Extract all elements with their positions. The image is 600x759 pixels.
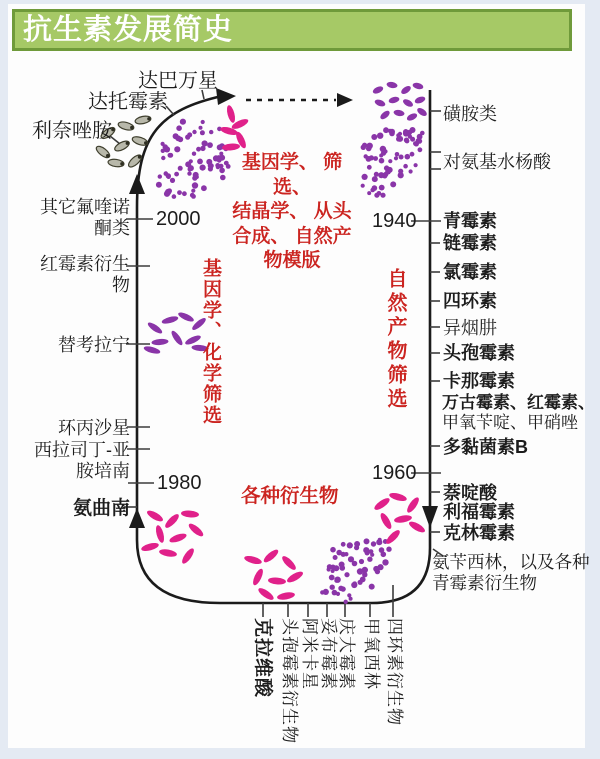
bacteria-cocci-dot (379, 185, 385, 191)
bacteria-cocci-dot (334, 577, 340, 583)
bacteria-cocci-dot (395, 152, 400, 157)
bacteria-cocci-dot (161, 156, 165, 160)
annotation-top-methods (230, 151, 354, 274)
bacteria-cocci-dot (413, 141, 418, 146)
bacteria-cocci-dot (339, 562, 345, 568)
bacteria-cocci-dot (207, 142, 213, 148)
annotation-left-methods: 基因学、化学筛选 (200, 258, 221, 426)
bacteria-cocci-dot (382, 559, 388, 565)
bacteria-cocci-dot (372, 176, 378, 182)
bacteria-rod (408, 520, 427, 535)
bacteria-rod (159, 548, 178, 558)
label-clavulanic-acid: 克拉维酸 (252, 618, 273, 699)
bacteria-rod (400, 84, 412, 95)
bacteria-cocci-dot (191, 194, 196, 199)
label-teicoplanin: 替考拉宁 (58, 335, 130, 355)
bacteria-rod (379, 512, 394, 531)
bacteria-cocci-dot (383, 149, 387, 153)
label-chloramphenicol: 氯霉素 (443, 262, 497, 282)
bacteria-rod (373, 496, 392, 512)
bacteria-cocci-dot (178, 166, 183, 171)
bacteria-cocci-dot (192, 182, 198, 188)
label-linezolid: 利奈唑胺 (32, 120, 112, 142)
label-streptomycin: 链霉素 (443, 233, 497, 253)
bacteria-spore-tip (144, 141, 147, 144)
bacteria-cocci-dot (176, 125, 182, 131)
flow-arrow-right-down-icon (422, 506, 438, 528)
bacteria-cocci-dot (377, 133, 383, 139)
label-ampicillin-derivatives-note: 氨苄西林，以及各种青霉素衍生物 (432, 552, 590, 593)
bacteria-rod (280, 554, 298, 572)
bacteria-cocci-dot (405, 139, 410, 144)
bacteria-rod (143, 345, 161, 355)
bacteria-cocci-dot (369, 549, 374, 554)
year-1940: 1940 (372, 210, 417, 232)
bacteria-cocci-dot (199, 126, 203, 130)
bacteria-cocci-dot (366, 156, 372, 162)
bacteria-cocci-dot (195, 175, 199, 179)
bacteria-cocci-dot (364, 538, 370, 544)
bacteria-cocci-dot (388, 129, 392, 133)
label-amikacin: 阿米卡星 (300, 618, 319, 690)
flow-arrow-left-up2-icon (129, 508, 145, 528)
bacteria-cocci-dot (202, 140, 208, 146)
bacteria-cocci-dot (361, 184, 365, 188)
annotation-right-methods: 自然产物筛选 (384, 268, 406, 412)
label-tetracycline-derivatives: 四环素衍生物 (385, 618, 404, 726)
label-kanamycin: 卡那霉素 (443, 371, 515, 391)
page-header (12, 9, 572, 51)
bacteria-cocci-dot (380, 193, 385, 198)
bacteria-cocci-dot (377, 564, 383, 570)
bacteria-rod (243, 554, 262, 565)
bacteria-rod (168, 532, 187, 545)
label-nalidixic-acid: 萘啶酸 (443, 483, 497, 503)
bacteria-rod (414, 95, 426, 104)
bacteria-cocci-dot (359, 559, 364, 564)
bacteria-cocci-dot (398, 172, 404, 178)
bacteria-cocci-dot (410, 152, 415, 157)
bacteria-cocci-dot (399, 155, 404, 160)
bacteria-cocci-dot (374, 172, 379, 177)
annotation-top-methods-line4: 物模版 (263, 250, 321, 271)
bacteria-cocci-dot (168, 153, 173, 158)
bacteria-cocci-dot (180, 119, 186, 125)
bacteria-rod (146, 509, 165, 524)
bacteria-cocci-dot (201, 185, 207, 191)
bacteria-cocci-dot (367, 557, 372, 562)
bacteria-cocci-dot (187, 171, 191, 175)
label-isoniazid: 异烟肼 (443, 318, 497, 338)
bacteria-rod (388, 96, 400, 105)
bacteria-cocci-dot (336, 592, 340, 596)
label-sulfonamides: 磺胺类 (443, 104, 497, 124)
bacteria-rod (262, 548, 280, 565)
page-title: 抗生素发展简史 (23, 14, 234, 46)
bacteria-cocci-dot (362, 572, 367, 577)
bacteria-rod (257, 586, 276, 602)
bacteria-cocci-dot (197, 159, 203, 165)
bacteria-cocci-dot (333, 565, 339, 571)
bacteria-rod (286, 570, 305, 585)
bacteria-cocci-dot (352, 561, 358, 567)
bacteria-cocci-dot (388, 159, 392, 163)
bacteria-rod (161, 315, 179, 325)
bacteria-rod (374, 98, 386, 107)
bacteria-cocci-dot (394, 156, 398, 160)
bacteria-cocci-dot (385, 169, 391, 175)
bacteria-cocci-dot (410, 137, 415, 142)
label-gentamicin: 庆大霉素 (337, 618, 356, 690)
label-cephalosporin: 头孢霉素 (443, 343, 515, 363)
bacteria-cocci-dot (327, 564, 332, 569)
bacteria-rod (146, 321, 163, 336)
bacteria-rod (225, 104, 236, 123)
bacteria-cocci-dot (409, 169, 413, 173)
bacteria-cocci-dot (417, 134, 423, 140)
bacteria-cocci-dot (187, 132, 192, 137)
label-vancomycin-erythromycin: 万古霉素、红霉素、 (442, 393, 595, 412)
bacteria-rod (379, 109, 391, 121)
bacteria-cocci-dot (200, 130, 205, 135)
bacteria-cocci-dot (354, 541, 360, 547)
bacteria-rod (268, 577, 287, 585)
label-ciprofloxacin: 环丙沙星 (58, 418, 130, 438)
bacteria-rod (386, 81, 398, 89)
bacteria-cocci-dot (341, 552, 346, 557)
bacteria-cocci-dot (374, 193, 379, 198)
annotation-top-methods-line2: 结晶学、 从头 (232, 201, 352, 222)
bacteria-rod (277, 591, 296, 601)
bacteria-rod (154, 524, 165, 543)
label-other-fluoroquinolones: 其它氟喹诺酮类 (40, 197, 130, 238)
bacteria-spore-tip (138, 155, 141, 158)
bacteria-cocci-dot (363, 547, 369, 553)
bacteria-cocci-dot (161, 149, 165, 153)
bacteria-cocci-dot (351, 582, 357, 588)
bacteria-cocci-dot (209, 163, 214, 168)
flow-arrow-left-up1-icon (129, 174, 145, 194)
bacteria-cocci-dot (371, 134, 377, 140)
bacteria-rod (416, 106, 428, 117)
label-para-aminosalicylic-acid: 对氨基水杨酸 (443, 152, 551, 172)
bacteria-cocci-dot (329, 575, 335, 581)
bacteria-cocci-dot (156, 182, 162, 188)
bacteria-cocci-dot (177, 190, 182, 195)
bacteria-cocci-dot (174, 172, 179, 177)
bacteria-rod (372, 85, 385, 95)
bacteria-cocci-dot (344, 600, 348, 604)
bacteria-cocci-dot (182, 191, 187, 196)
bacteria-rod (251, 567, 265, 586)
bacteria-cocci-dot (191, 189, 195, 193)
bacteria-rod (412, 82, 424, 91)
bacteria-rod (170, 329, 185, 346)
bacteria-cocci-dot (201, 120, 205, 124)
annotation-center-derivatives: 各种衍生物 (241, 485, 339, 507)
annotation-top-methods-line1: 基因学、 筛选、 (241, 152, 343, 198)
bacteria-cocci-dot (175, 135, 181, 141)
bacteria-cocci-dot (370, 188, 375, 193)
bacteria-cocci-dot (192, 152, 196, 156)
label-daptomycin: 达托霉素 (88, 91, 168, 113)
bacteria-cocci-dot (376, 539, 382, 545)
bacteria-cocci-dot (398, 132, 402, 136)
bacteria-cocci-dot (161, 142, 165, 146)
bacteria-cocci-dot (165, 189, 171, 195)
year-1980: 1980 (157, 472, 202, 494)
bacteria-rod (177, 311, 195, 324)
bacteria-spore-tip (120, 162, 123, 165)
bacteria-cocci-dot (188, 167, 192, 171)
bacteria-cocci-dot (172, 194, 177, 199)
bacteria-cocci-dot (347, 593, 351, 597)
bacteria-rod (140, 541, 159, 552)
bacteria-cocci-dot (174, 146, 180, 152)
bacteria-cocci-dot (323, 589, 329, 595)
flow-arrow-top-icon (216, 88, 236, 105)
label-tobramycin: 妥布霉素 (319, 618, 338, 690)
label-cephalosporin-derivatives: 头孢霉素衍生物 (280, 618, 299, 744)
bacteria-cocci-dot (386, 547, 391, 552)
bacteria-cocci-dot (170, 178, 175, 183)
label-cilastatin-imipenem: 西拉司丁-亚胺培南 (34, 440, 130, 481)
bacteria-cocci-dot (219, 168, 225, 174)
bacteria-rod (180, 547, 196, 566)
annotation-top-methods-line3: 合成、 自然产 (232, 225, 352, 247)
bacteria-spore (131, 135, 148, 147)
bacteria-cocci-dot (347, 542, 353, 548)
bacteria-cocci-dot (185, 161, 191, 167)
label-aztreonam: 氨曲南 (72, 498, 130, 519)
bacteria-cocci-dot (340, 586, 345, 591)
label-dalbavancin: 达巴万星 (138, 70, 218, 92)
bacteria-cocci-dot (333, 555, 338, 560)
bacteria-cocci-dot (362, 174, 368, 180)
bacteria-rod (405, 496, 421, 515)
flow-arrow-dashed-icon (337, 93, 353, 107)
bacteria-spore-tip (130, 126, 133, 129)
bacteria-cocci-dot (158, 174, 162, 178)
label-penicillin: 青霉素 (443, 211, 497, 231)
bacteria-rod (393, 109, 405, 117)
bacteria-rod (402, 98, 415, 109)
bacteria-rod (388, 491, 407, 502)
bacteria-rod (187, 522, 205, 539)
bacteria-cocci-dot (373, 156, 378, 161)
bacteria-cocci-dot (213, 155, 219, 161)
label-trimethoprim-metronidazole: 甲氧苄啶、甲硝唑 (442, 413, 578, 432)
bacteria-cocci-dot (414, 163, 418, 167)
bacteria-spore-tip (147, 117, 150, 120)
label-rifamycin: 利福霉素 (443, 502, 515, 522)
bacteria-cocci-dot (192, 130, 196, 134)
bacteria-cocci-dot (367, 143, 373, 149)
bacteria-cocci-dot (200, 165, 206, 171)
bacteria-rod (163, 512, 181, 530)
bacteria-cocci-dot (378, 172, 384, 178)
year-2000: 2000 (156, 208, 201, 230)
label-methicillin: 甲氧西林 (362, 618, 381, 690)
bacteria-cocci-dot (361, 145, 366, 150)
year-1960: 1960 (372, 462, 417, 484)
bacteria-cocci-dot (344, 572, 349, 577)
bacteria-spore-tip (126, 142, 129, 145)
bacteria-cocci-dot (357, 568, 363, 574)
bacteria-cocci-dot (371, 541, 376, 546)
bacteria-rod (181, 510, 200, 518)
bacteria-cocci-dot (403, 130, 409, 136)
bacteria-cocci-dot (418, 147, 423, 152)
bacteria-spore (94, 144, 111, 160)
bacteria-rod (406, 112, 419, 122)
label-erythromycin-derivatives: 红霉素衍生物 (40, 254, 130, 295)
bacteria-rod (151, 338, 168, 345)
bacteria-cocci-dot (379, 547, 385, 553)
bacteria-cocci-dot (369, 584, 375, 590)
label-clindamycin: 克林霉素 (443, 523, 515, 543)
bacteria-cocci-dot (209, 130, 213, 134)
label-polymyxin-b: 多黏菌素B (443, 437, 528, 457)
bacteria-cocci-dot (379, 158, 385, 164)
bacteria-cocci-dot (220, 175, 226, 181)
bacteria-cocci-dot (341, 542, 346, 547)
bacteria-spore-tip (106, 154, 109, 157)
bacteria-rod (384, 528, 402, 546)
bacteria-cocci-dot (403, 164, 408, 169)
bacteria-cocci-dot (164, 171, 169, 176)
label-tetracycline: 四环素 (443, 291, 497, 311)
bacteria-cocci-dot (410, 127, 416, 133)
bacteria-cocci-dot (367, 165, 372, 170)
bacteria-cocci-dot (367, 191, 371, 195)
bacteria-cocci-dot (330, 585, 335, 590)
bacteria-cocci-dot (390, 181, 396, 187)
bacteria-cocci-dot (330, 547, 336, 553)
bacteria-cocci-dot (196, 147, 201, 152)
bacteria-cocci-dot (405, 154, 411, 160)
